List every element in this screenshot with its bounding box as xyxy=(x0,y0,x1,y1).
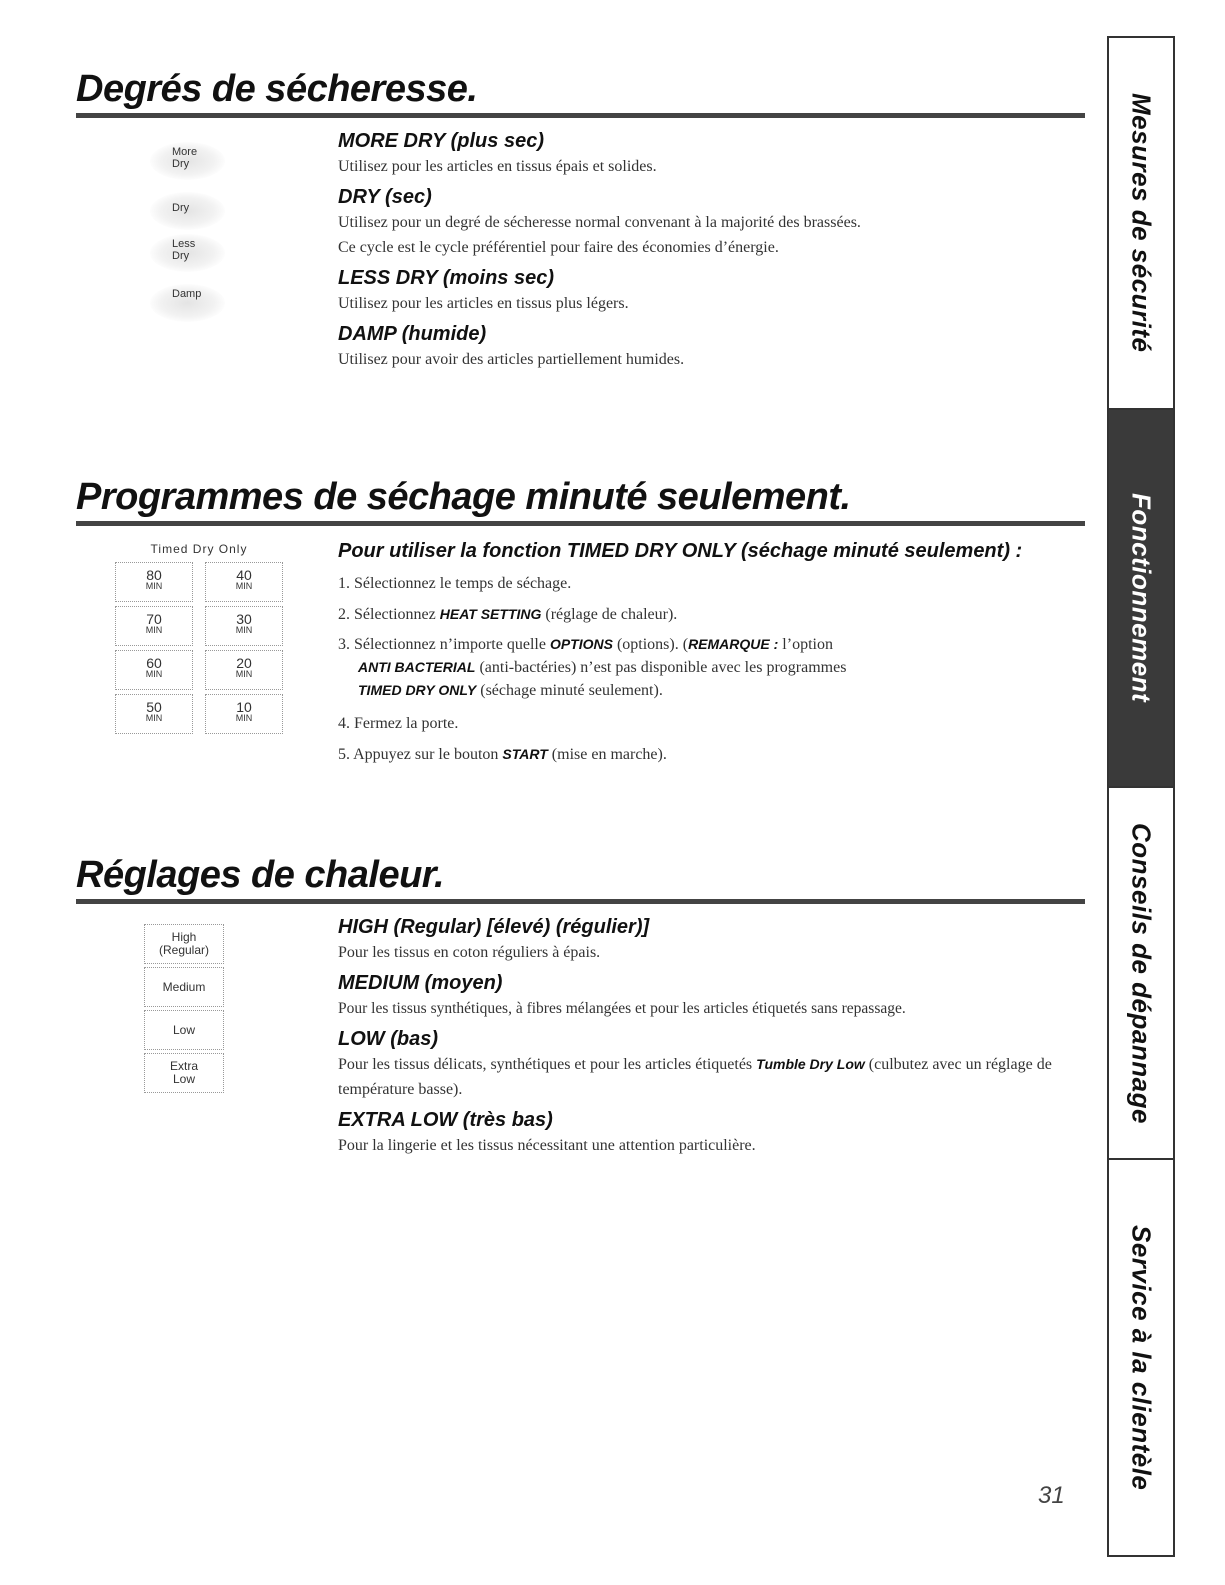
indicator-dry xyxy=(150,192,240,234)
entry-text: Pour les tissus en coton réguliers à épais. xyxy=(338,944,601,961)
heat-label: Low xyxy=(172,1072,195,1086)
entry-heading: DAMP (humide) xyxy=(338,323,487,345)
timer-unit: MIN xyxy=(235,713,253,723)
dryness-descriptions xyxy=(338,130,1078,379)
tab-label: Conseils de dépannage xyxy=(1126,822,1157,1124)
timer-button-80 xyxy=(115,562,193,602)
heat-label: High xyxy=(171,930,197,944)
entry-text: Pour la lingerie et les tissus nécessitant une attention particulière. xyxy=(338,1137,756,1154)
timer-value: 50 xyxy=(146,699,162,715)
step-text: 3. Sélectionnez n’importe quelle xyxy=(338,636,550,653)
entry-text: Utilisez pour avoir des articles partiellement humides. xyxy=(338,351,685,368)
step-text: (réglage de chaleur). xyxy=(541,606,678,623)
entry-text xyxy=(338,1052,1083,1102)
section-tabs xyxy=(1107,36,1175,1557)
heat-button-medium xyxy=(144,967,224,1007)
step-keyword: START xyxy=(502,746,548,762)
section-title-heat: Réglages de chaleur. xyxy=(76,854,445,896)
timer-value: 20 xyxy=(236,655,252,671)
heat-label: Medium xyxy=(162,979,206,994)
timer-unit: MIN xyxy=(145,669,163,679)
entry-text: Utilisez pour les articles en tissus plus légers. xyxy=(338,295,629,312)
timer-unit: MIN xyxy=(235,669,253,679)
entry-heading: DRY (sec) xyxy=(338,186,432,208)
heat-button-high xyxy=(144,924,224,964)
timer-value: 40 xyxy=(236,567,252,583)
tab-troubleshooting[interactable] xyxy=(1109,788,1173,1160)
section-title-dryness: Degrés de sécheresse. xyxy=(76,68,478,110)
heat-settings-panel xyxy=(144,924,224,1096)
step-text: l’option xyxy=(778,636,833,653)
indicator-label: Dry xyxy=(172,250,190,262)
timer-button-40 xyxy=(205,562,283,602)
timer-unit: MIN xyxy=(235,581,253,591)
timer-unit: MIN xyxy=(235,625,253,635)
timer-button-70 xyxy=(115,606,193,646)
entry-heading: LESS DRY (moins sec) xyxy=(338,267,554,289)
step-text: (options). ( xyxy=(612,636,689,653)
entry-heading: MEDIUM (moyen) xyxy=(338,972,503,994)
tab-customer-service[interactable] xyxy=(1109,1160,1173,1555)
entry-heading: MORE DRY (plus sec) xyxy=(338,130,544,152)
timer-button-60 xyxy=(115,650,193,690)
timer-unit: MIN xyxy=(145,713,163,723)
heat-descriptions xyxy=(338,916,1083,1165)
step-keyword: REMARQUE : xyxy=(688,636,779,652)
timer-unit: MIN xyxy=(145,625,163,635)
heat-button-low xyxy=(144,1010,224,1050)
step-text: (anti-bactéries) n’est pas disponible avec les programmes xyxy=(475,659,847,676)
entry-text: Utilisez pour un degré de sécheresse normal convenant à la majorité des brassées. xyxy=(338,214,861,231)
step-text: (séchage minuté seulement). xyxy=(476,682,663,699)
step-text: (mise en marche). xyxy=(547,746,667,763)
timer-value: 10 xyxy=(236,699,252,715)
entry-less-dry xyxy=(338,267,1078,316)
section-divider xyxy=(76,521,1085,526)
timer-button-20 xyxy=(205,650,283,690)
timer-button-10 xyxy=(205,694,283,734)
entry-text-part: (culbutez avec un réglage de température basse). xyxy=(338,1056,1052,1098)
step-5 xyxy=(338,742,1078,767)
step-text: 2. Sélectionnez xyxy=(338,606,440,623)
step-2 xyxy=(338,602,1078,627)
indicator-label: More xyxy=(172,146,198,158)
indicator-label: Dry xyxy=(172,158,190,170)
tab-operation[interactable] xyxy=(1109,410,1173,788)
page-number: 31 xyxy=(1038,1482,1065,1509)
entry-high xyxy=(338,916,1083,965)
timer-value: 80 xyxy=(146,567,162,583)
section-divider xyxy=(76,899,1085,904)
entry-heading: LOW (bas) xyxy=(338,1028,438,1050)
heat-label: Low xyxy=(172,1022,195,1037)
section-title-timed-dry: Programmes de séchage minuté seulement. xyxy=(76,476,851,518)
entry-text: Utilisez pour les articles en tissus épais et solides. xyxy=(338,158,657,175)
step-keyword: ANTI BACTERIAL xyxy=(358,659,476,675)
step-keyword: TIMED DRY ONLY xyxy=(358,682,477,698)
entry-heading: HIGH (Regular) [élevé) (régulier)] xyxy=(338,916,650,938)
heat-label: Extra xyxy=(169,1059,198,1073)
timed-dry-panel-title: Timed Dry Only xyxy=(150,542,248,556)
indicator-label: Damp xyxy=(172,288,202,300)
step-text: 5. Appuyez sur le bouton xyxy=(338,746,503,763)
timer-value: 60 xyxy=(146,655,162,671)
dryness-indicator-panel xyxy=(150,142,240,334)
step-3 xyxy=(338,633,1078,702)
indicator-label: Dry xyxy=(172,202,190,214)
indicator-label: Less xyxy=(172,238,196,250)
entry-text: Pour les tissus synthétiques, à fibres mélangées et pour les articles étiquetés sans repassage. xyxy=(338,1000,906,1017)
indicator-damp xyxy=(150,284,240,334)
timer-button-30 xyxy=(205,606,283,646)
entry-keyword: Tumble Dry Low xyxy=(756,1056,865,1072)
heat-label: (Regular) xyxy=(158,943,209,957)
instructions-heading: Pour utiliser la fonction TIMED DRY ONLY (séchage minuté seulement) : xyxy=(338,540,1023,562)
timer-button-50 xyxy=(115,694,193,734)
indicator-less-dry xyxy=(150,234,240,284)
heat-button-extra-low xyxy=(144,1053,224,1093)
tab-label: Mesures de sécurité xyxy=(1126,93,1157,353)
tab-safety[interactable] xyxy=(1109,38,1173,410)
entry-text-part: Pour les tissus délicats, synthétiques et pour les articles étiquetés xyxy=(338,1056,757,1073)
indicator-more-dry xyxy=(150,142,240,192)
entry-extra-low xyxy=(338,1109,1083,1158)
entry-text: Ce cycle est le cycle préférentiel pour faire des économies d’énergie. xyxy=(338,239,779,256)
entry-more-dry xyxy=(338,130,1078,179)
timer-value: 70 xyxy=(146,611,162,627)
entry-dry xyxy=(338,186,1078,260)
tab-label: Fonctionnement xyxy=(1126,493,1157,703)
step-keyword: HEAT SETTING xyxy=(439,606,542,622)
timer-value: 30 xyxy=(236,611,252,627)
entry-low xyxy=(338,1028,1083,1102)
entry-damp xyxy=(338,323,1078,372)
step-4: 4. Fermez la porte. xyxy=(338,715,459,732)
section-divider xyxy=(76,113,1085,118)
step-keyword: OPTIONS xyxy=(549,636,613,652)
timer-unit: MIN xyxy=(145,581,163,591)
tab-label: Service à la clientèle xyxy=(1126,1224,1157,1491)
timed-dry-instructions xyxy=(338,540,1078,773)
entry-heading: EXTRA LOW (très bas) xyxy=(338,1109,553,1131)
timed-dry-panel xyxy=(104,542,294,734)
entry-medium xyxy=(338,972,1083,1021)
step-1: 1. Sélectionnez le temps de séchage. xyxy=(338,575,572,592)
